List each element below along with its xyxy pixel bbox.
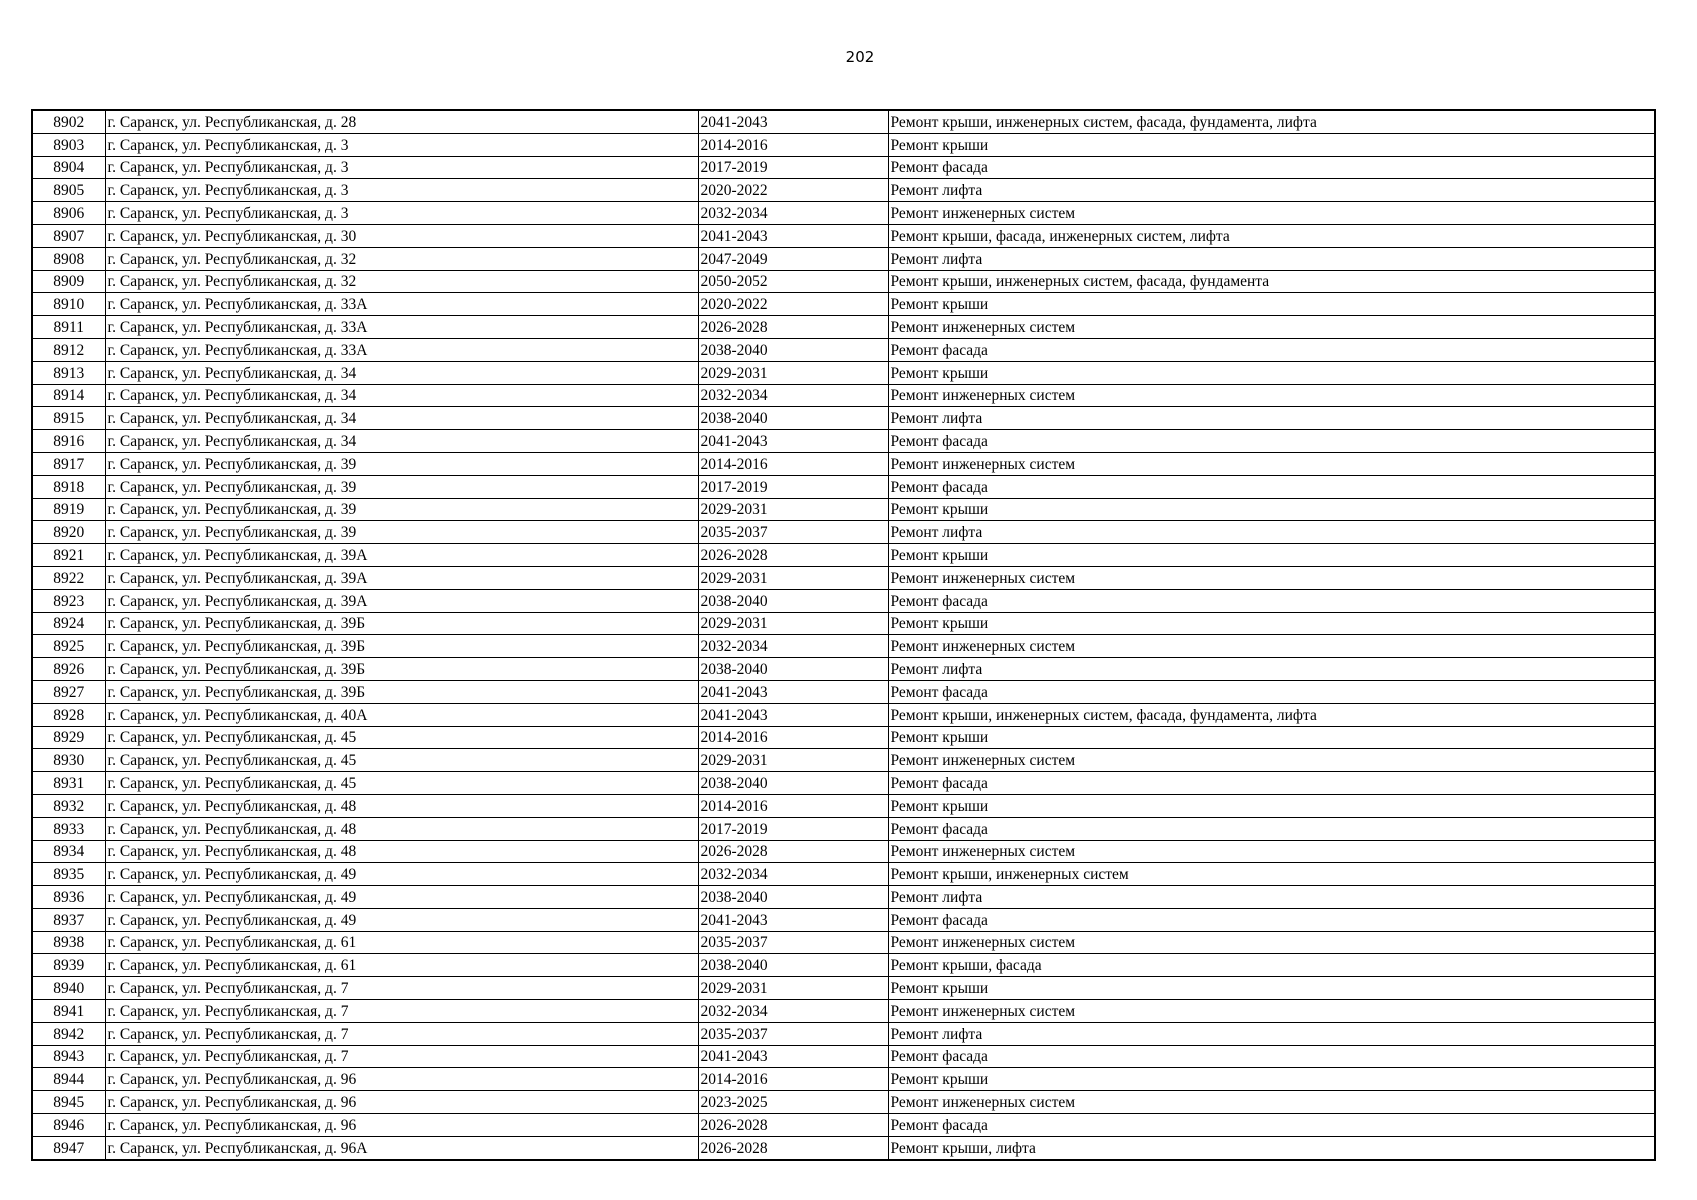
table-row [32,1114,1655,1137]
address-cell: г. Саранск, ул. Республиканская, д. 33А [105,316,698,339]
table-row [32,908,1655,931]
row-number-cell: 8947 [32,1136,105,1159]
period-cell: 2047-2049 [698,247,888,270]
period-cell: 2032-2034 [698,635,888,658]
address-cell: г. Саранск, ул. Республиканская, д. 3 [105,133,698,156]
period-cell: 2029-2031 [698,566,888,589]
period-cell: 2017-2019 [698,475,888,498]
address-cell: г. Саранск, ул. Республиканская, д. 7 [105,1000,698,1023]
address-cell: г. Саранск, ул. Республиканская, д. 3 [105,202,698,225]
table-row [32,316,1655,339]
work-type-cell: Ремонт крыши, лифта [888,1136,1655,1159]
row-number-cell: 8913 [32,361,105,384]
row-number-cell: 8905 [32,179,105,202]
period-cell: 2032-2034 [698,384,888,407]
address-cell: г. Саранск, ул. Республиканская, д. 45 [105,772,698,795]
table-row [32,498,1655,521]
row-number-cell: 8906 [32,202,105,225]
table-row [32,293,1655,316]
work-type-cell: Ремонт фасада [888,589,1655,612]
row-number-cell: 8926 [32,658,105,681]
address-cell: г. Саранск, ул. Республиканская, д. 39Б [105,680,698,703]
address-cell: г. Саранск, ул. Республиканская, д. 32 [105,270,698,293]
period-cell: 2029-2031 [698,977,888,1000]
row-number-cell: 8934 [32,840,105,863]
table-row [32,566,1655,589]
address-cell: г. Саранск, ул. Республиканская, д. 61 [105,954,698,977]
work-type-cell: Ремонт фасада [888,338,1655,361]
period-cell: 2026-2028 [698,1136,888,1159]
table-row [32,977,1655,1000]
address-cell: г. Саранск, ул. Республиканская, д. 96 [105,1068,698,1091]
work-type-cell: Ремонт фасада [888,475,1655,498]
period-cell: 2035-2037 [698,1022,888,1045]
period-cell: 2041-2043 [698,224,888,247]
work-type-cell: Ремонт инженерных систем [888,384,1655,407]
period-cell: 2029-2031 [698,749,888,772]
address-cell: г. Саранск, ул. Республиканская, д. 39Б [105,612,698,635]
work-type-cell: Ремонт крыши [888,361,1655,384]
period-cell: 2038-2040 [698,658,888,681]
address-cell: г. Саранск, ул. Республиканская, д. 30 [105,224,698,247]
period-cell: 2041-2043 [698,703,888,726]
table-row [32,452,1655,475]
work-type-cell: Ремонт крыши [888,133,1655,156]
table-row [32,544,1655,567]
period-cell: 2020-2022 [698,179,888,202]
period-cell: 2029-2031 [698,498,888,521]
address-cell: г. Саранск, ул. Республиканская, д. 96А [105,1136,698,1159]
address-cell: г. Саранск, ул. Республиканская, д. 34 [105,361,698,384]
work-type-cell: Ремонт крыши [888,1068,1655,1091]
address-cell: г. Саранск, ул. Республиканская, д. 48 [105,840,698,863]
address-cell: г. Саранск, ул. Республиканская, д. 34 [105,384,698,407]
row-number-cell: 8910 [32,293,105,316]
address-cell: г. Саранск, ул. Республиканская, д. 39А [105,589,698,612]
table-row [32,589,1655,612]
table-row [32,110,1655,133]
work-type-cell: Ремонт лифта [888,521,1655,544]
address-cell: г. Саранск, ул. Республиканская, д. 39 [105,498,698,521]
work-type-cell: Ремонт инженерных систем [888,635,1655,658]
table-row [32,1136,1655,1159]
row-number-cell: 8912 [32,338,105,361]
work-type-cell: Ремонт фасада [888,430,1655,453]
repair-schedule-table [31,109,1656,1161]
row-number-cell: 8903 [32,133,105,156]
work-type-cell: Ремонт инженерных систем [888,840,1655,863]
address-cell: г. Саранск, ул. Республиканская, д. 96 [105,1114,698,1137]
table-row [32,407,1655,430]
period-cell: 2038-2040 [698,407,888,430]
table-row [32,612,1655,635]
work-type-cell: Ремонт лифта [888,247,1655,270]
row-number-cell: 8909 [32,270,105,293]
row-number-cell: 8936 [32,886,105,909]
table-row [32,794,1655,817]
period-cell: 2035-2037 [698,931,888,954]
table-row [32,1045,1655,1068]
table-row [32,772,1655,795]
row-number-cell: 8923 [32,589,105,612]
table-row [32,338,1655,361]
work-type-cell: Ремонт крыши, фасада [888,954,1655,977]
period-cell: 2026-2028 [698,840,888,863]
table-row [32,179,1655,202]
table-row [32,1000,1655,1023]
period-cell: 2020-2022 [698,293,888,316]
period-cell: 2023-2025 [698,1091,888,1114]
table-row [32,817,1655,840]
row-number-cell: 8940 [32,977,105,1000]
address-cell: г. Саранск, ул. Республиканская, д. 40А [105,703,698,726]
address-cell: г. Саранск, ул. Республиканская, д. 33А [105,338,698,361]
table-row [32,475,1655,498]
address-cell: г. Саранск, ул. Республиканская, д. 48 [105,794,698,817]
row-number-cell: 8933 [32,817,105,840]
address-cell: г. Саранск, ул. Республиканская, д. 39А [105,566,698,589]
row-number-cell: 8918 [32,475,105,498]
period-cell: 2038-2040 [698,338,888,361]
address-cell: г. Саранск, ул. Республиканская, д. 34 [105,407,698,430]
address-cell: г. Саранск, ул. Республиканская, д. 34 [105,430,698,453]
row-number-cell: 8939 [32,954,105,977]
row-number-cell: 8945 [32,1091,105,1114]
table-row [32,270,1655,293]
table-row [32,658,1655,681]
period-cell: 2038-2040 [698,954,888,977]
work-type-cell: Ремонт инженерных систем [888,452,1655,475]
period-cell: 2032-2034 [698,863,888,886]
work-type-cell: Ремонт крыши [888,977,1655,1000]
period-cell: 2035-2037 [698,521,888,544]
work-type-cell: Ремонт фасада [888,156,1655,179]
table-row [32,703,1655,726]
period-cell: 2041-2043 [698,908,888,931]
row-number-cell: 8921 [32,544,105,567]
row-number-cell: 8924 [32,612,105,635]
work-type-cell: Ремонт крыши [888,612,1655,635]
table-row [32,749,1655,772]
period-cell: 2014-2016 [698,726,888,749]
work-type-cell: Ремонт крыши [888,498,1655,521]
row-number-cell: 8928 [32,703,105,726]
table-row [32,1022,1655,1045]
period-cell: 2029-2031 [698,361,888,384]
table-row [32,430,1655,453]
table-row [32,384,1655,407]
address-cell: г. Саранск, ул. Республиканская, д. 45 [105,726,698,749]
work-type-cell: Ремонт инженерных систем [888,749,1655,772]
row-number-cell: 8942 [32,1022,105,1045]
row-number-cell: 8919 [32,498,105,521]
address-cell: г. Саранск, ул. Республиканская, д. 32 [105,247,698,270]
work-type-cell: Ремонт фасада [888,772,1655,795]
address-cell: г. Саранск, ул. Республиканская, д. 3 [105,156,698,179]
period-cell: 2038-2040 [698,772,888,795]
table-row [32,361,1655,384]
period-cell: 2026-2028 [698,544,888,567]
row-number-cell: 8935 [32,863,105,886]
address-cell: г. Саранск, ул. Республиканская, д. 39 [105,475,698,498]
work-type-cell: Ремонт лифта [888,658,1655,681]
address-cell: г. Саранск, ул. Республиканская, д. 49 [105,863,698,886]
work-type-cell: Ремонт крыши, инженерных систем [888,863,1655,886]
address-cell: г. Саранск, ул. Республиканская, д. 7 [105,977,698,1000]
work-type-cell: Ремонт крыши, инженерных систем, фасада, фундамента [888,270,1655,293]
row-number-cell: 8904 [32,156,105,179]
table-body [32,110,1655,1160]
row-number-cell: 8922 [32,566,105,589]
work-type-cell: Ремонт крыши, фасада, инженерных систем, лифта [888,224,1655,247]
address-cell: г. Саранск, ул. Республиканская, д. 61 [105,931,698,954]
period-cell: 2032-2034 [698,202,888,225]
row-number-cell: 8915 [32,407,105,430]
period-cell: 2029-2031 [698,612,888,635]
period-cell: 2032-2034 [698,1000,888,1023]
row-number-cell: 8911 [32,316,105,339]
row-number-cell: 8941 [32,1000,105,1023]
work-type-cell: Ремонт фасада [888,908,1655,931]
work-type-cell: Ремонт инженерных систем [888,931,1655,954]
address-cell: г. Саранск, ул. Республиканская, д. 39Б [105,658,698,681]
period-cell: 2014-2016 [698,1068,888,1091]
period-cell: 2041-2043 [698,680,888,703]
work-type-cell: Ремонт инженерных систем [888,1091,1655,1114]
work-type-cell: Ремонт фасада [888,1114,1655,1137]
work-type-cell: Ремонт лифта [888,179,1655,202]
row-number-cell: 8916 [32,430,105,453]
table-row [32,156,1655,179]
period-cell: 2038-2040 [698,589,888,612]
period-cell: 2014-2016 [698,452,888,475]
period-cell: 2017-2019 [698,817,888,840]
address-cell: г. Саранск, ул. Республиканская, д. 49 [105,908,698,931]
work-type-cell: Ремонт крыши, инженерных систем, фасада, фундамента, лифта [888,110,1655,133]
row-number-cell: 8937 [32,908,105,931]
work-type-cell: Ремонт лифта [888,407,1655,430]
row-number-cell: 8927 [32,680,105,703]
period-cell: 2038-2040 [698,886,888,909]
table-row [32,521,1655,544]
period-cell: 2014-2016 [698,794,888,817]
period-cell: 2041-2043 [698,110,888,133]
row-number-cell: 8943 [32,1045,105,1068]
address-cell: г. Саранск, ул. Республиканская, д. 28 [105,110,698,133]
table-row [32,1091,1655,1114]
work-type-cell: Ремонт крыши, инженерных систем, фасада, фундамента, лифта [888,703,1655,726]
work-type-cell: Ремонт крыши [888,293,1655,316]
table-row [32,133,1655,156]
period-cell: 2050-2052 [698,270,888,293]
row-number-cell: 8930 [32,749,105,772]
table-row [32,886,1655,909]
address-cell: г. Саранск, ул. Республиканская, д. 7 [105,1045,698,1068]
row-number-cell: 8907 [32,224,105,247]
period-cell: 2014-2016 [698,133,888,156]
work-type-cell: Ремонт фасада [888,1045,1655,1068]
table-row [32,840,1655,863]
period-cell: 2017-2019 [698,156,888,179]
work-type-cell: Ремонт лифта [888,886,1655,909]
row-number-cell: 8908 [32,247,105,270]
work-type-cell: Ремонт инженерных систем [888,566,1655,589]
page-number: 202 [845,48,875,66]
address-cell: г. Саранск, ул. Республиканская, д. 7 [105,1022,698,1045]
row-number-cell: 8925 [32,635,105,658]
address-cell: г. Саранск, ул. Республиканская, д. 39 [105,452,698,475]
address-cell: г. Саранск, ул. Республиканская, д. 33А [105,293,698,316]
address-cell: г. Саранск, ул. Республиканская, д. 39А [105,544,698,567]
table-row [32,726,1655,749]
row-number-cell: 8920 [32,521,105,544]
work-type-cell: Ремонт фасада [888,680,1655,703]
address-cell: г. Саранск, ул. Республиканская, д. 49 [105,886,698,909]
row-number-cell: 8917 [32,452,105,475]
address-cell: г. Саранск, ул. Республиканская, д. 45 [105,749,698,772]
row-number-cell: 8902 [32,110,105,133]
table-row [32,247,1655,270]
row-number-cell: 8932 [32,794,105,817]
work-type-cell: Ремонт крыши [888,794,1655,817]
period-cell: 2041-2043 [698,1045,888,1068]
work-type-cell: Ремонт лифта [888,1022,1655,1045]
table-row [32,635,1655,658]
table-row [32,202,1655,225]
work-type-cell: Ремонт фасада [888,817,1655,840]
table-row [32,954,1655,977]
table-row [32,1068,1655,1091]
row-number-cell: 8914 [32,384,105,407]
address-cell: г. Саранск, ул. Республиканская, д. 48 [105,817,698,840]
work-type-cell: Ремонт крыши [888,544,1655,567]
table-row [32,931,1655,954]
work-type-cell: Ремонт крыши [888,726,1655,749]
work-type-cell: Ремонт инженерных систем [888,316,1655,339]
row-number-cell: 8938 [32,931,105,954]
period-cell: 2026-2028 [698,316,888,339]
row-number-cell: 8944 [32,1068,105,1091]
period-cell: 2041-2043 [698,430,888,453]
period-cell: 2026-2028 [698,1114,888,1137]
table-row [32,680,1655,703]
row-number-cell: 8931 [32,772,105,795]
address-cell: г. Саранск, ул. Республиканская, д. 96 [105,1091,698,1114]
address-cell: г. Саранск, ул. Республиканская, д. 39 [105,521,698,544]
row-number-cell: 8946 [32,1114,105,1137]
address-cell: г. Саранск, ул. Республиканская, д. 3 [105,179,698,202]
row-number-cell: 8929 [32,726,105,749]
table-row [32,224,1655,247]
work-type-cell: Ремонт инженерных систем [888,1000,1655,1023]
address-cell: г. Саранск, ул. Республиканская, д. 39Б [105,635,698,658]
table-row [32,863,1655,886]
work-type-cell: Ремонт инженерных систем [888,202,1655,225]
